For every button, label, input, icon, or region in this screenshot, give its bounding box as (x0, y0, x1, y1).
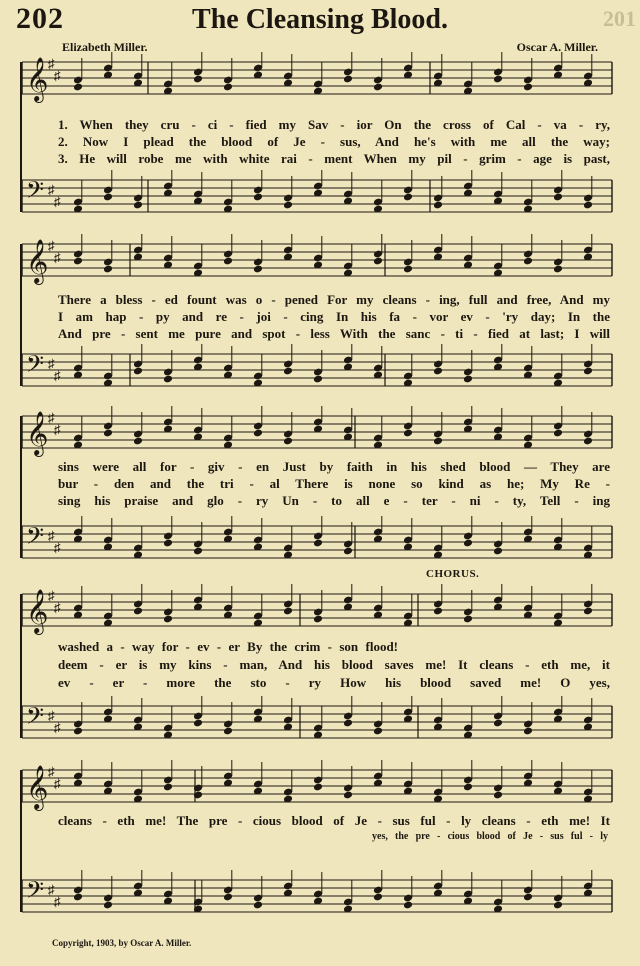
treble-clef-icon: 𝄞 (26, 413, 49, 455)
note-head (343, 719, 353, 728)
lyric-line-5-1: cleans - eth me! The pre - cious blood of Je - sus ful - ly cleans - eth me! It (58, 813, 610, 828)
key-sharp-icon: ♯ (54, 540, 61, 555)
note-head (103, 265, 113, 274)
system-brace (20, 416, 22, 558)
note-head (343, 547, 353, 556)
note-head (553, 265, 563, 274)
note-head (433, 437, 443, 446)
note-head (223, 83, 233, 92)
lyric-line-5-small: yes, the pre - cious blood of Je - sus ful - ly (372, 831, 608, 842)
treble-staff-4 (0, 584, 640, 644)
note-head (103, 901, 113, 910)
bass-clef-icon: 𝄢 (26, 704, 45, 735)
note-head (223, 893, 233, 902)
key-sharp-icon: ♯ (48, 708, 55, 723)
note-head (133, 437, 143, 446)
key-sharp-icon: ♯ (48, 182, 55, 197)
treble-clef-icon: 𝄞 (26, 767, 49, 809)
lyric-line-1-2: 2. Now I plead the blood of Je - sus, And he's with me all the way; (58, 134, 610, 149)
lyric-line-2-2: I am hap - py and re - joi - cing In his fa - vor ev - 'ry day; In the (58, 309, 610, 324)
note-head (253, 429, 263, 438)
treble-clef-icon: 𝄞 (26, 241, 49, 283)
note-head (73, 893, 83, 902)
note-head (433, 367, 443, 376)
key-sharp-icon: ♯ (54, 250, 61, 265)
treble-staff-5 (0, 760, 640, 820)
bass-clef-icon: 𝄢 (26, 524, 45, 555)
bleed-through-number: 201 (603, 6, 636, 31)
note-head (433, 201, 443, 210)
note-head (313, 375, 323, 384)
lyric-line-4-1: washed a - way for - ev - er By the crim - son flood! (58, 639, 398, 654)
note-head (103, 193, 113, 202)
key-sharp-icon: ♯ (54, 776, 61, 791)
note-head (223, 727, 233, 736)
note-head (463, 539, 473, 548)
lyric-line-3-3: sing his praise and glo - ry Un - to all e - ter - ni - ty, Tell - ing (58, 493, 610, 508)
note-head (253, 265, 263, 274)
key-sharp-icon: ♯ (48, 528, 55, 543)
lyric-line-2-3: And pre - sent me pure and spot - less With the sanc - ti - fied at last; I will (58, 326, 610, 341)
key-sharp-icon: ♯ (54, 600, 61, 615)
key-sharp-icon: ♯ (54, 720, 61, 735)
key-sharp-icon: ♯ (48, 882, 55, 897)
hymn-title: The Cleansing Blood. (192, 4, 448, 35)
key-sharp-icon: ♯ (48, 588, 55, 603)
note-head (403, 265, 413, 274)
note-head (493, 791, 503, 800)
note-head (523, 893, 533, 902)
hymn-number: 202 (16, 2, 64, 35)
key-sharp-icon: ♯ (48, 764, 55, 779)
note-head (253, 901, 263, 910)
bass-staff-4 (0, 696, 640, 756)
key-sharp-icon: ♯ (54, 194, 61, 209)
note-head (163, 783, 173, 792)
note-head (253, 193, 263, 202)
note-head (223, 257, 233, 266)
key-sharp-icon: ♯ (54, 894, 61, 909)
bass-clef-icon: 𝄢 (26, 178, 45, 209)
lyric-line-3-2: bur - den and the tri - al There is none so kind as he; My Re - (58, 476, 610, 491)
treble-clef-icon: 𝄞 (26, 591, 49, 633)
composer-credit: Oscar A. Miller. (516, 40, 598, 54)
note-head (283, 607, 293, 616)
note-head (433, 607, 443, 616)
note-head (523, 257, 533, 266)
note-head (73, 727, 83, 736)
note-head (133, 607, 143, 616)
system-brace (20, 770, 22, 912)
note-head (193, 547, 203, 556)
note-head (193, 719, 203, 728)
note-head (403, 429, 413, 438)
note-head (163, 615, 173, 624)
system-brace (20, 244, 22, 386)
note-head (343, 75, 353, 84)
note-head (193, 75, 203, 84)
note-head (373, 893, 383, 902)
key-sharp-icon: ♯ (54, 368, 61, 383)
note-head (283, 367, 293, 376)
system-brace (20, 62, 22, 212)
note-head (553, 901, 563, 910)
note-head (313, 615, 323, 624)
key-sharp-icon: ♯ (54, 68, 61, 83)
note-head (583, 607, 593, 616)
key-sharp-icon: ♯ (48, 410, 55, 425)
note-head (463, 375, 473, 384)
note-head (163, 375, 173, 384)
note-head (583, 367, 593, 376)
lyric-line-4-3: ev - er - more the sto - ry How his blood saved me! O yes, (58, 675, 610, 690)
note-head (343, 791, 353, 800)
bass-clef-icon: 𝄢 (26, 352, 45, 383)
note-head (103, 429, 113, 438)
key-sharp-icon: ♯ (54, 422, 61, 437)
lyric-line-1-1: 1. When they cru - ci - fied my Sav - ior On the cross of Cal - va - ry, (58, 117, 610, 132)
note-head (463, 783, 473, 792)
bass-staff-2 (0, 344, 640, 404)
note-head (313, 539, 323, 548)
note-head (373, 727, 383, 736)
treble-clef-icon: 𝄞 (26, 59, 49, 101)
bass-staff-3 (0, 516, 640, 576)
bass-staff-1 (0, 170, 640, 230)
note-head (523, 83, 533, 92)
note-head (493, 75, 503, 84)
note-head (463, 615, 473, 624)
treble-staff-3 (0, 406, 640, 466)
lyric-line-4-2: deem - er is my kins - man, And his blood saves me! It cleans - eth me, it (58, 657, 610, 672)
bass-clef-icon: 𝄢 (26, 878, 45, 909)
note-head (403, 901, 413, 910)
note-head (133, 201, 143, 210)
chorus-label: CHORUS. (426, 568, 480, 580)
treble-staff-2 (0, 234, 640, 294)
note-head (583, 201, 593, 210)
key-sharp-icon: ♯ (48, 238, 55, 253)
lyric-line-1-3: 3. He will robe me with white rai - ment When my pil - grim - age is past, (58, 151, 610, 166)
key-sharp-icon: ♯ (48, 356, 55, 371)
note-head (283, 437, 293, 446)
note-head (373, 257, 383, 266)
note-head (313, 783, 323, 792)
note-head (553, 429, 563, 438)
note-head (403, 193, 413, 202)
bass-staff-5 (0, 870, 640, 930)
note-head (583, 437, 593, 446)
note-head (73, 257, 83, 266)
note-head (493, 547, 503, 556)
note-head (283, 201, 293, 210)
lyric-line-2-1: There a bless - ed fount was o - pened For my cleans - ing, full and free, And my (58, 292, 610, 307)
note-head (553, 193, 563, 202)
system-brace (20, 594, 22, 738)
note-head (133, 367, 143, 376)
note-head (73, 83, 83, 92)
note-head (523, 727, 533, 736)
lyricist-credit: Elizabeth Miller. (62, 40, 148, 54)
lyric-line-3-1: sins were all for - giv - en Just by faith in his shed blood — They are (58, 459, 610, 474)
note-head (493, 719, 503, 728)
note-head (373, 83, 383, 92)
key-sharp-icon: ♯ (48, 56, 55, 71)
copyright-notice: Copyright, 1903, by Oscar A. Miller. (52, 938, 192, 948)
note-head (163, 539, 173, 548)
